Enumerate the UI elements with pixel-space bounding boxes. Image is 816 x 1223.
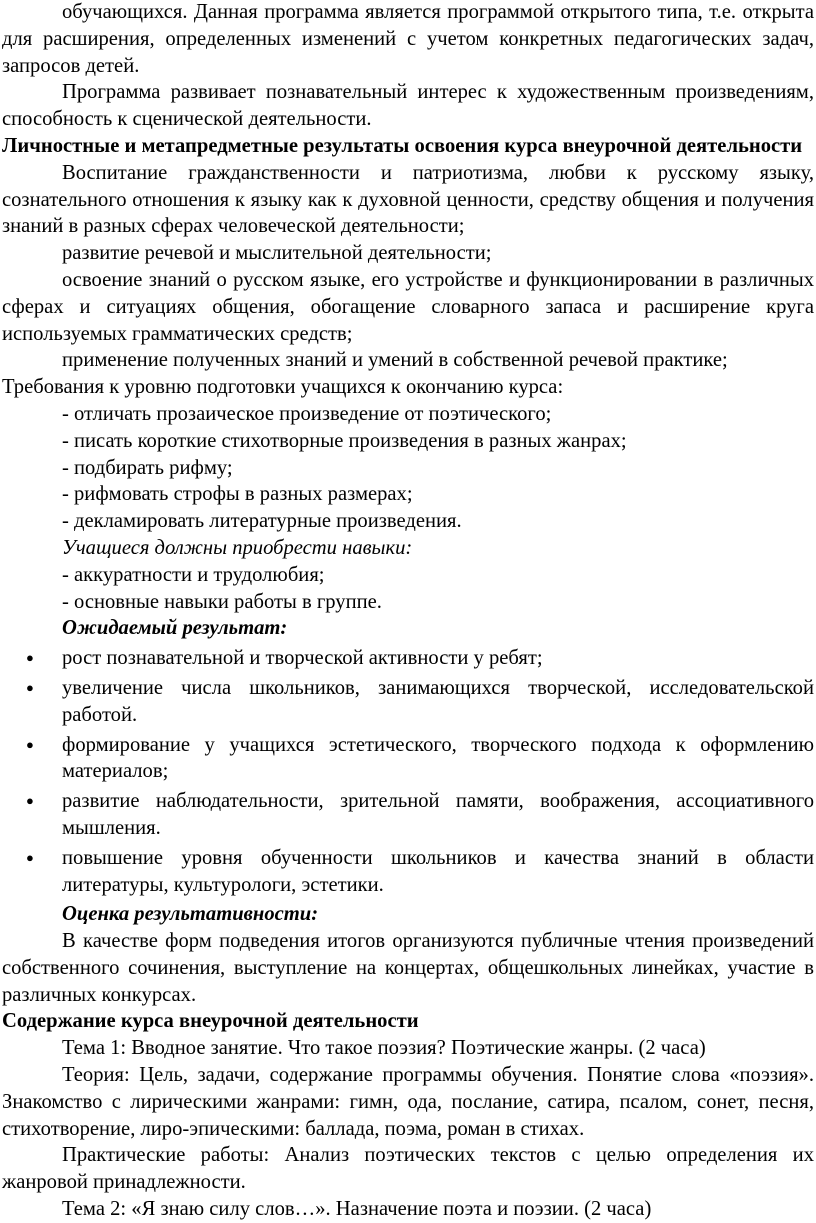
- list-item-text: повышение уровня обученности школьников и качества знаний в области литературы, культурологи, эстетики.: [62, 846, 814, 896]
- list-item: [2, 845, 814, 899]
- paragraph-program-type: обучающихся. Данная программа является программой открытого типа, т.е. открыта для расширения, определенных изменений с учетом конкретных педагогических задач, запросов детей.: [2, 1, 814, 77]
- list-item-text: формирование у учащихся эстетического, творческого подхода к оформлению материалов;: [62, 733, 814, 783]
- requirement-item: - декламировать литературные произведения.: [62, 510, 462, 533]
- skill-item: - основные навыки работы в группе.: [62, 590, 382, 613]
- expected-result-title: Ожидаемый результат:: [62, 617, 288, 640]
- expected-results-list: [2, 645, 814, 898]
- paragraph-practical-work: Практические работы: Анализ поэтических текстов с целью определения их жанровой принадлежности.: [2, 1144, 814, 1194]
- bullet-dot-icon: ●: [26, 679, 34, 695]
- paragraph-citizenship: Воспитание гражданственности и патриотизма, любви к русскому языку, сознательного отношения к языку как к духовной ценности, средству общения и получения знаний в разных сферах человеческой деятельности;: [2, 161, 814, 238]
- evaluation-title: Оценка результативности:: [62, 903, 319, 926]
- requirement-item: - рифмовать строфы в разных размерах;: [62, 483, 413, 506]
- list-item-text: рост познавательной и творческой активности у ребят;: [62, 647, 543, 670]
- heading-course-content: Содержание курса внеурочной деятельности: [2, 1010, 419, 1033]
- paragraph-speech-development: развитие речевой и мыслительной деятельности;: [62, 242, 492, 265]
- list-item: [2, 645, 814, 672]
- heading-personal-results: Личностные и метапредметные результаты освоения курса внеурочной деятельности: [2, 134, 803, 157]
- bullet-dot-icon: ●: [26, 849, 34, 865]
- requirement-item: - подбирать рифму;: [62, 456, 233, 479]
- list-item: [2, 675, 814, 729]
- list-item-text: увеличение числа школьников, занимающихся творческой, исследовательской работой.: [62, 676, 814, 726]
- requirement-item: - писать короткие стихотворные произведения в разных жанрах;: [62, 429, 627, 452]
- paragraph-program-develops: Программа развивает познавательный интерес к художественным произведениям, способность к сценической деятельности.: [2, 81, 814, 131]
- list-item: [2, 732, 814, 786]
- skills-title: Учащиеся должны приобрести навыки:: [62, 536, 413, 559]
- bullet-dot-icon: ●: [26, 650, 34, 666]
- paragraph-evaluation-forms: В качестве форм подведения итогов организуются публичные чтения произведений собственного сочинения, выступление на концертах, общешкольных линейках, участие в различных конкурсах.: [2, 930, 814, 1006]
- list-item: [2, 788, 814, 842]
- paragraph-theory: Теория: Цель, задачи, содержание программы обучения. Понятие слова «поэзия». Знакомство с лирическими жанрами: гимн, ода, послание, сатира, псалом, сонет, песня, стихотворение, лиро-эпическими: баллада, поэма, роман в стихах.: [2, 1064, 814, 1140]
- paragraph-practice: применение полученных знаний и умений в собственной речевой практике;: [62, 349, 728, 372]
- skill-item: - аккуратности и трудолюбия;: [62, 563, 325, 586]
- paragraph-requirements: Требования к уровню подготовки учащихся к окончанию курса:: [2, 376, 564, 399]
- bullet-dot-icon: ●: [26, 793, 34, 809]
- topic-2-title: Тема 2: «Я знаю силу слов…». Назначение поэта и поэзии. (2 часа): [62, 1198, 652, 1221]
- paragraph-language-knowledge: освоение знаний о русском языке, его устройстве и функционировании в различных сферах и ситуациях общения, обогащение словарного запаса и расширение круга используемых грамматических средств;: [2, 268, 814, 345]
- list-item-text: развитие наблюдательности, зрительной памяти, воображения, ассоциативного мышления.: [62, 790, 814, 839]
- topic-1-title: Тема 1: Вводное занятие. Что такое поэзия? Поэтические жанры. (2 часа): [62, 1037, 706, 1060]
- bullet-dot-icon: ●: [26, 736, 34, 752]
- requirement-item: - отличать прозаическое произведение от поэтического;: [62, 402, 552, 425]
